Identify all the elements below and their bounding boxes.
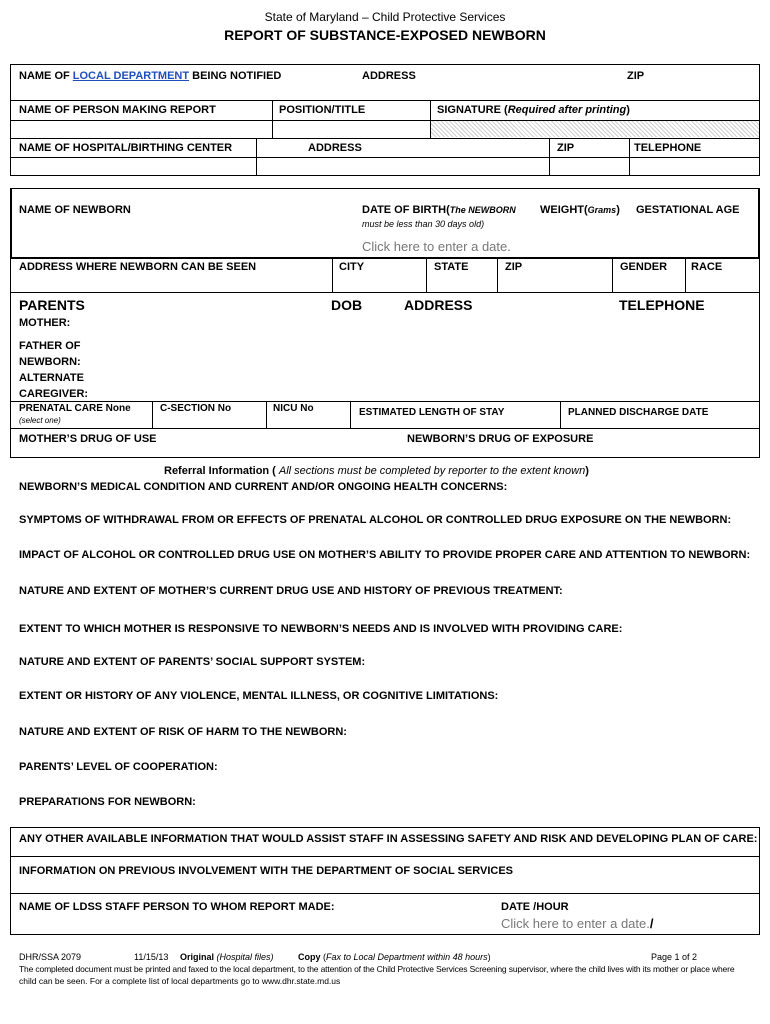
person-making-report-label: NAME OF PERSON MAKING REPORT (19, 104, 216, 116)
form-title: REPORT OF SUBSTANCE-EXPOSED NEWBORN (224, 27, 546, 43)
parents-dob-heading: DOB (331, 297, 363, 313)
newborn-name-label: NAME OF NEWBORN (19, 204, 131, 216)
alternate-label-2: CAREGIVER: (19, 388, 89, 400)
mother-label: MOTHER: (19, 317, 71, 329)
race-label: RACE (691, 261, 723, 273)
other-info-label: ANY OTHER AVAILABLE INFORMATION THAT WOULD ASSIST STAFF IN ASSESSING SAFETY AND RISK AND DEVELOPING PLAN OF CARE: (19, 833, 758, 845)
signature-label: SIGNATURE (Required after printing) (437, 104, 630, 116)
newborns-drug-label: NEWBORN’S DRUG OF EXPOSURE (407, 433, 594, 445)
city-label: CITY (339, 261, 365, 273)
page-number: Page 1 of 2 (651, 952, 698, 962)
local-department-label: NAME OF LOCAL DEPARTMENT BEING NOTIFIED (19, 70, 282, 82)
referral-item-withdrawal: SYMPTOMS OF WITHDRAWAL FROM OR EFFECTS OF PRENATAL ALCOHOL OR CONTROLLED DRUG EXPOSURE ON THE NEWBORN: (19, 514, 732, 526)
dob-note: must be less than 30 days old) (362, 219, 485, 229)
referral-item-cooperation: PARENTS’ LEVEL OF COOPERATION: (19, 761, 218, 773)
referral-item-medical: NEWBORN’S MEDICAL CONDITION AND CURRENT AND/OR ONGOING HEALTH CONCERNS: (19, 481, 508, 493)
date-hour-label: DATE /HOUR (501, 901, 569, 913)
original-note: Original (Hospital files) (180, 952, 274, 962)
footer-note-2: child can be seen. For a complete list of local departments go to www.dhr.state.md.us (19, 976, 341, 986)
form-date: 11/15/13 (134, 952, 169, 962)
hospital-label: NAME OF HOSPITAL/BIRTHING CENTER (19, 142, 233, 154)
agency-name: State of Maryland – Child Protective Services (264, 10, 506, 24)
previous-involvement-label: INFORMATION ON PREVIOUS INVOLVEMENT WITH THE DEPARTMENT OF SOCIAL SERVICES (19, 865, 514, 877)
referral-item-support: NATURE AND EXTENT OF PARENTS’ SOCIAL SUPPORT SYSTEM: (19, 656, 366, 668)
prenatal-care-dropdown[interactable]: PRENATAL CARE None (19, 403, 131, 414)
csection-dropdown[interactable]: C-SECTION No (160, 403, 232, 414)
referral-item-impact: IMPACT OF ALCOHOL OR CONTROLLED DRUG USE ON MOTHER’S ABILITY TO PROVIDE PROPER CARE AND ATTENTION TO NEWBORN: (19, 549, 751, 561)
zip-label: ZIP (627, 70, 645, 82)
parents-heading: PARENTS (19, 297, 85, 313)
referral-item-risk: NATURE AND EXTENT OF RISK OF HARM TO THE NEWBORN: (19, 726, 347, 738)
referral-heading: Referral Information ( All sections must be completed by reporter to the extent known) (164, 465, 589, 477)
address-label: ADDRESS (362, 70, 416, 82)
nicu-dropdown[interactable]: NICU No (273, 403, 314, 414)
hospital-address-label: ADDRESS (308, 142, 362, 154)
parents-telephone-heading: TELEPHONE (619, 297, 705, 313)
planned-discharge-label: PLANNED DISCHARGE DATE (568, 407, 709, 418)
mothers-drug-label: MOTHER’S DRUG OF USE (19, 433, 157, 445)
dob-date-picker[interactable]: Click here to enter a date. (362, 239, 511, 254)
referral-item-preparations: PREPARATIONS FOR NEWBORN: (19, 796, 196, 808)
footer-note-1: The completed document must be printed and faxed to the local department, to the attention of the Child Protective Services Screening supervisor, where the child lives with its mother or place where (19, 964, 735, 974)
ldss-staff-label: NAME OF LDSS STAFF PERSON TO WHOM REPORT MADE: (19, 901, 335, 913)
alternate-label-1: ALTERNATE (19, 372, 84, 384)
hospital-telephone-label: TELEPHONE (634, 142, 702, 154)
position-title-label: POSITION/TITLE (279, 104, 366, 116)
copy-note: Copy (Fax to Local Department within 48 hours) (298, 952, 491, 962)
father-label-2: NEWBORN: (19, 356, 81, 368)
gender-label: GENDER (620, 261, 668, 273)
address-seen-label: ADDRESS WHERE NEWBORN CAN BE SEEN (19, 261, 257, 273)
father-label-1: FATHER OF (19, 340, 81, 352)
form-id: DHR/SSA 2079 (19, 952, 82, 962)
state-label: STATE (434, 261, 469, 273)
weight-label: WEIGHT(Grams) (540, 204, 620, 216)
referral-item-violence: EXTENT OR HISTORY OF ANY VIOLENCE, MENTAL ILLNESS, OR COGNITIVE LIMITATIONS: (19, 690, 499, 702)
report-date-picker[interactable]: Click here to enter a date./ (501, 916, 654, 931)
referral-item-responsive: EXTENT TO WHICH MOTHER IS RESPONSIVE TO NEWBORN’S NEEDS AND IS INVOLVED WITH PROVIDING CARE: (19, 623, 623, 635)
gestational-age-label: GESTATIONAL AGE (636, 204, 740, 216)
select-one-hint: (select one) (19, 416, 61, 425)
parents-address-heading: ADDRESS (404, 297, 473, 313)
local-department-link[interactable]: LOCAL DEPARTMENT (72, 70, 190, 82)
referral-item-drug-use: NATURE AND EXTENT OF MOTHER’S CURRENT DRUG USE AND HISTORY OF PREVIOUS TREATMENT: (19, 585, 563, 597)
hospital-zip-label: ZIP (557, 142, 575, 154)
newborn-zip-label: ZIP (505, 261, 523, 273)
length-of-stay-label: ESTIMATED LENGTH OF STAY (359, 407, 505, 418)
dob-label: DATE OF BIRTH(The NEWBORN (362, 204, 516, 216)
signature-area (431, 121, 759, 137)
